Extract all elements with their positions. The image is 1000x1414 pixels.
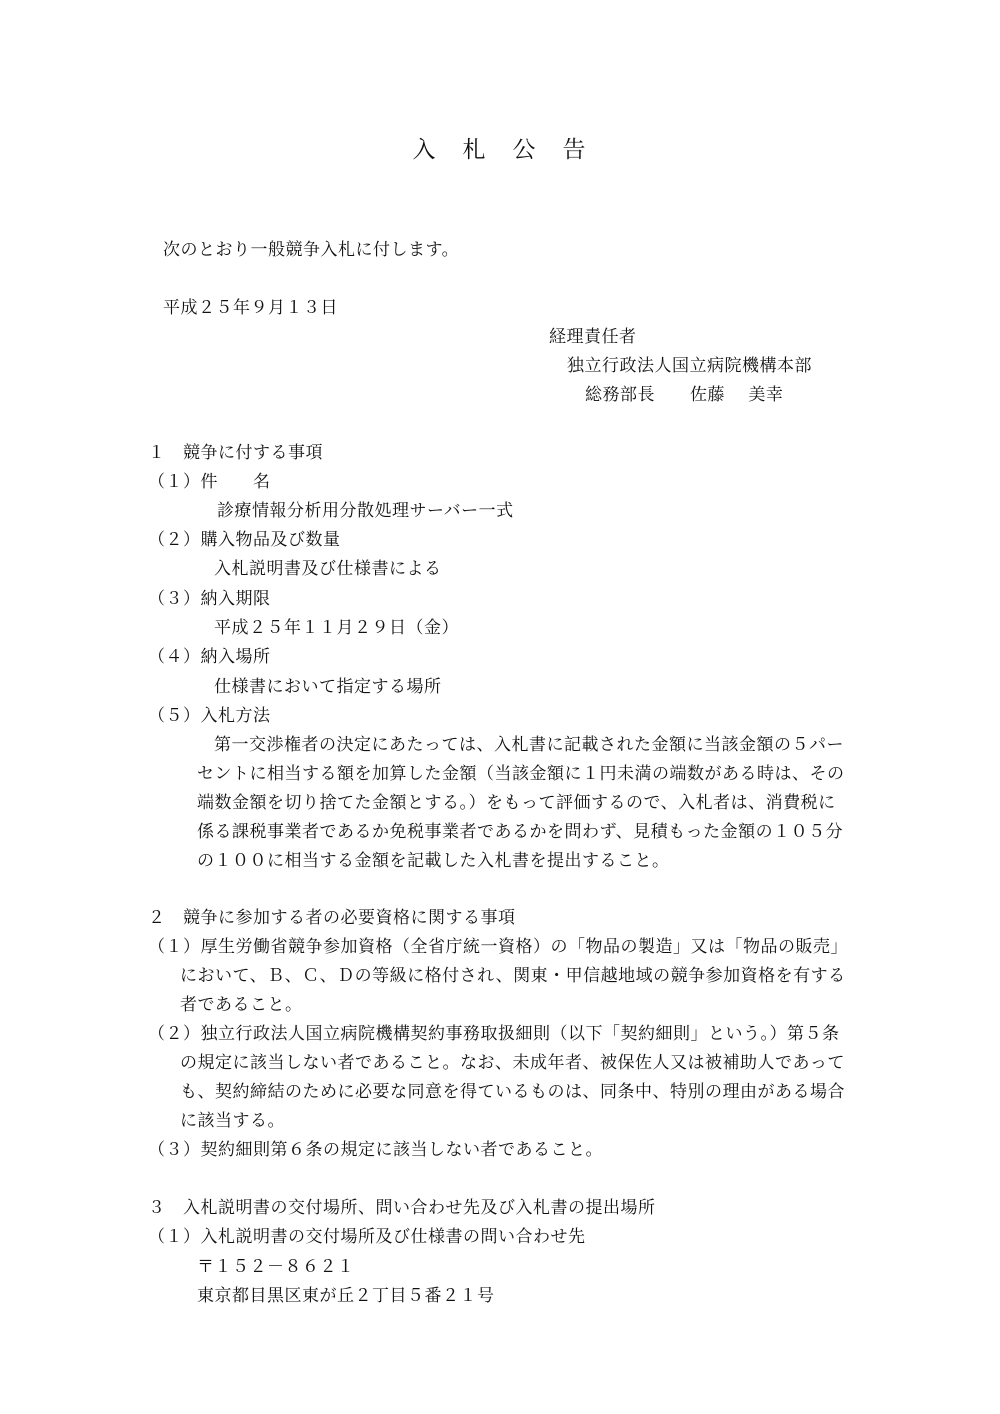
intro-text: 次のとおり一般競争入札に付します。: [163, 240, 460, 260]
item-1-5-body-line: の１００に相当する金額を記載した入札書を提出すること。: [197, 851, 670, 871]
item-1-2-label: （２）購入物品及び数量: [148, 530, 341, 550]
item-1-5-body-line: 端数金額を切り捨てた金額とする。）をもって評価するので、入札者は、消費税に: [197, 793, 836, 813]
address: 東京都目黒区東が丘２丁目５番２１号: [197, 1286, 495, 1306]
item-3-1-label: （１）入札説明書の交付場所及び仕様書の問い合わせ先: [148, 1227, 586, 1247]
item-1-1-body: 診療情報分析用分散処理サーバー一式: [217, 501, 514, 521]
postal-code: 〒１５２－８６２１: [197, 1257, 355, 1277]
item-1-5-body-line: セントに相当する額を加算した金額（当該金額に１円未満の端数がある時は、その: [197, 764, 845, 784]
section-1-heading: １ 競争に付する事項: [148, 443, 323, 463]
item-1-1-label: （１）件 名: [148, 472, 271, 492]
item-2-1-line: 者であること。: [180, 995, 303, 1015]
issuer-organization: 独立行政法人国立病院機構本部: [567, 356, 812, 376]
issuer-role: 経理責任者: [549, 327, 637, 347]
item-2-1-line: において、Ｂ、Ｃ、Ｄの等級に格付され、関東・甲信越地域の競争参加資格を有する: [180, 966, 846, 986]
item-1-2-body: 入札説明書及び仕様書による: [214, 559, 442, 579]
item-1-4-body: 仕様書において指定する場所: [214, 677, 442, 697]
item-2-2-line: の規定に該当しない者であること。なお、未成年者、被保佐人又は被補助人であって: [180, 1053, 845, 1073]
item-2-2-line: に該当する。: [180, 1111, 285, 1131]
item-1-4-label: （４）納入場所: [148, 647, 271, 667]
page-title: 入 札 公 告: [412, 137, 588, 163]
item-1-3-body: 平成２５年１１月２９日（金）: [214, 618, 459, 638]
section-2-heading: ２ 競争に参加する者の必要資格に関する事項: [148, 908, 516, 928]
item-2-1-line: （１）厚生労働省競争参加資格（全省庁統一資格）の「物品の製造」又は「物品の販売」: [148, 937, 848, 957]
item-2-2-line: も、契約締結のために必要な同意を得ているものは、同条中、特別の理由がある場合: [180, 1082, 845, 1102]
item-2-3-line: （３）契約細則第６条の規定に該当しない者であること。: [148, 1140, 603, 1160]
item-1-3-label: （３）納入期限: [148, 589, 271, 609]
issuer-name: 総務部長 佐藤 美幸: [585, 385, 784, 405]
item-2-2-line: （２）独立行政法人国立病院機構契約事務取扱細則（以下「契約細則」という。）第５条: [148, 1024, 840, 1044]
item-1-5-body-line: 第一交渉権者の決定にあたっては、入札書に記載された金額に当該金額の５パー: [214, 735, 844, 755]
notice-date: 平成２５年９月１３日: [163, 298, 338, 318]
section-3-heading: ３ 入札説明書の交付場所、問い合わせ先及び入札書の提出場所: [148, 1198, 656, 1218]
item-1-5-body-line: 係る課税事業者であるか免税事業者であるかを問わず、見積もった金額の１０５分: [197, 822, 844, 842]
item-1-5-label: （５）入札方法: [148, 706, 271, 726]
